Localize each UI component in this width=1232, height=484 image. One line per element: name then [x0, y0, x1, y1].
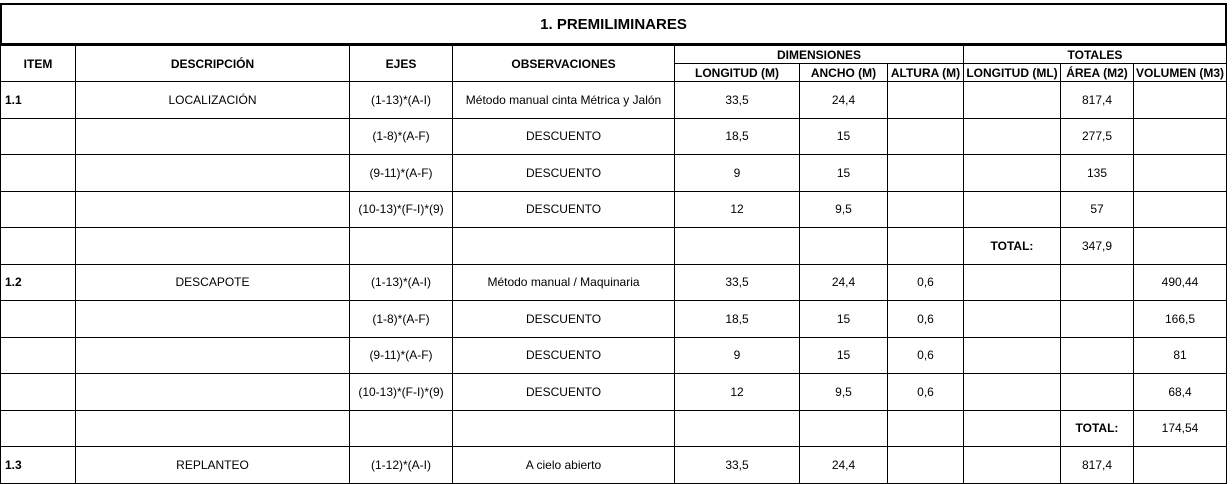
- cell-alt[interactable]: [888, 447, 964, 484]
- cell-desc[interactable]: [76, 191, 350, 228]
- cell-ejes[interactable]: (9-11)*(A-F): [350, 337, 453, 374]
- cell-item[interactable]: 1.2: [1, 264, 76, 301]
- cell-ejes[interactable]: (1-13)*(A-I): [350, 264, 453, 301]
- cell-area[interactable]: [1061, 264, 1134, 301]
- cell-vol[interactable]: 174,54: [1134, 410, 1227, 447]
- cell-lml[interactable]: [964, 410, 1061, 447]
- cell-vol[interactable]: [1134, 118, 1227, 155]
- cell-desc[interactable]: [76, 301, 350, 338]
- cell-ejes[interactable]: (10-13)*(F-I)*(9): [350, 374, 453, 411]
- cell-item[interactable]: [1, 191, 76, 228]
- table-row: [1, 118, 1227, 155]
- cell-alt[interactable]: [888, 155, 964, 192]
- cell-item[interactable]: [1, 374, 76, 411]
- table-row: [1, 374, 1227, 411]
- cell-area[interactable]: 817,4: [1061, 82, 1134, 119]
- cell-ancho[interactable]: 15: [800, 155, 888, 192]
- cell-area[interactable]: [1061, 337, 1134, 374]
- table-row: [1, 337, 1227, 374]
- cell-vol[interactable]: 166,5: [1134, 301, 1227, 338]
- cell-lml[interactable]: [964, 374, 1061, 411]
- cell-ancho[interactable]: 24,4: [800, 264, 888, 301]
- cell-obs[interactable]: DESCUENTO: [453, 301, 675, 338]
- cell-alt[interactable]: [888, 228, 964, 265]
- cell-vol[interactable]: [1134, 191, 1227, 228]
- cell-area[interactable]: 135: [1061, 155, 1134, 192]
- table-row: [1, 410, 1227, 447]
- cell-obs[interactable]: DESCUENTO: [453, 374, 675, 411]
- cell-alt[interactable]: 0,6: [888, 337, 964, 374]
- cell-desc[interactable]: [76, 410, 350, 447]
- cell-area[interactable]: 817,4: [1061, 447, 1134, 484]
- header-descripcion: DESCRIPCIÓN: [76, 46, 350, 82]
- cell-obs[interactable]: Método manual / Maquinaria: [453, 264, 675, 301]
- cell-obs[interactable]: [453, 228, 675, 265]
- cell-alt[interactable]: [888, 191, 964, 228]
- cell-obs[interactable]: Método manual cinta Métrica y Jalón: [453, 82, 675, 119]
- cell-long[interactable]: 9: [675, 337, 800, 374]
- header-totales: TOTALES: [964, 46, 1227, 64]
- cell-desc[interactable]: [76, 337, 350, 374]
- cell-ejes[interactable]: (1-12)*(A-I): [350, 447, 453, 484]
- cell-lml[interactable]: [964, 191, 1061, 228]
- table-row: [1, 155, 1227, 192]
- cell-item[interactable]: [1, 118, 76, 155]
- cell-obs[interactable]: DESCUENTO: [453, 337, 675, 374]
- cell-item[interactable]: [1, 410, 76, 447]
- cell-ancho[interactable]: 15: [800, 301, 888, 338]
- cell-lml[interactable]: [964, 447, 1061, 484]
- table-row: [1, 264, 1227, 301]
- table-row: [1, 228, 1227, 265]
- header-ejes: EJES: [350, 46, 453, 82]
- cell-lml[interactable]: [964, 337, 1061, 374]
- cell-vol[interactable]: [1134, 82, 1227, 119]
- cell-desc[interactable]: LOCALIZACIÓN: [76, 82, 350, 119]
- cell-area[interactable]: 277,5: [1061, 118, 1134, 155]
- cell-vol[interactable]: [1134, 155, 1227, 192]
- cell-area[interactable]: TOTAL:: [1061, 410, 1134, 447]
- cell-ejes[interactable]: (1-8)*(A-F): [350, 301, 453, 338]
- cell-ejes[interactable]: (1-8)*(A-F): [350, 118, 453, 155]
- header-dimensiones: DIMENSIONES: [675, 46, 964, 64]
- cell-ancho[interactable]: 24,4: [800, 82, 888, 119]
- table-row: [1, 191, 1227, 228]
- cell-lml[interactable]: [964, 82, 1061, 119]
- cell-alt[interactable]: 0,6: [888, 301, 964, 338]
- cell-obs[interactable]: A cielo abierto: [453, 447, 675, 484]
- quantities-table: [0, 45, 1227, 484]
- cell-alt[interactable]: [888, 410, 964, 447]
- cell-area[interactable]: [1061, 374, 1134, 411]
- cell-ancho[interactable]: [800, 228, 888, 265]
- cell-long[interactable]: 9: [675, 155, 800, 192]
- cell-alt[interactable]: [888, 82, 964, 119]
- cell-obs[interactable]: DESCUENTO: [453, 155, 675, 192]
- cell-long[interactable]: 18,5: [675, 118, 800, 155]
- cell-ejes[interactable]: (10-13)*(F-I)*(9): [350, 191, 453, 228]
- cell-item[interactable]: [1, 301, 76, 338]
- cell-alt[interactable]: 0,6: [888, 264, 964, 301]
- cell-ejes[interactable]: (9-11)*(A-F): [350, 155, 453, 192]
- cell-ancho[interactable]: 9,5: [800, 374, 888, 411]
- cell-ejes[interactable]: [350, 410, 453, 447]
- cell-lml[interactable]: [964, 301, 1061, 338]
- cell-ancho[interactable]: 15: [800, 337, 888, 374]
- cell-lml[interactable]: [964, 155, 1061, 192]
- header-volumen-m3: VOLUMEN (M3): [1134, 64, 1227, 82]
- cell-long[interactable]: 12: [675, 191, 800, 228]
- cell-item[interactable]: [1, 337, 76, 374]
- cell-obs[interactable]: [453, 410, 675, 447]
- table-row: [1, 447, 1227, 484]
- cell-long[interactable]: 33,5: [675, 447, 800, 484]
- cell-vol[interactable]: [1134, 447, 1227, 484]
- cell-desc[interactable]: [76, 155, 350, 192]
- cell-lml[interactable]: [964, 264, 1061, 301]
- cell-item[interactable]: 1.3: [1, 447, 76, 484]
- cell-desc[interactable]: DESCAPOTE: [76, 264, 350, 301]
- cell-vol[interactable]: 490,44: [1134, 264, 1227, 301]
- cell-area[interactable]: [1061, 301, 1134, 338]
- cell-obs[interactable]: DESCUENTO: [453, 191, 675, 228]
- cell-long[interactable]: 18,5: [675, 301, 800, 338]
- cell-desc[interactable]: REPLANTEO: [76, 447, 350, 484]
- cell-ancho[interactable]: 9,5: [800, 191, 888, 228]
- cell-alt[interactable]: 0,6: [888, 374, 964, 411]
- header-altura-m: ALTURA (M): [888, 64, 964, 82]
- cell-desc[interactable]: [76, 228, 350, 265]
- cell-ancho[interactable]: 24,4: [800, 447, 888, 484]
- cell-alt[interactable]: [888, 118, 964, 155]
- cell-area[interactable]: 347,9: [1061, 228, 1134, 265]
- cell-item[interactable]: 1.1: [1, 82, 76, 119]
- cell-ancho[interactable]: 15: [800, 118, 888, 155]
- cell-lml[interactable]: TOTAL:: [964, 228, 1061, 265]
- header-longitud-ml: LONGITUD (ML): [964, 64, 1061, 82]
- cell-ancho[interactable]: [800, 410, 888, 447]
- cell-ejes[interactable]: (1-13)*(A-I): [350, 82, 453, 119]
- cell-obs[interactable]: DESCUENTO: [453, 118, 675, 155]
- cell-lml[interactable]: [964, 118, 1061, 155]
- header-ancho-m: ANCHO (M): [800, 64, 888, 82]
- cell-desc[interactable]: [76, 118, 350, 155]
- cell-item[interactable]: [1, 155, 76, 192]
- header-longitud-m: LONGITUD (M): [675, 64, 800, 82]
- cell-long[interactable]: 33,5: [675, 264, 800, 301]
- cell-area[interactable]: 57: [1061, 191, 1134, 228]
- header-observaciones: OBSERVACIONES: [453, 46, 675, 82]
- header-area-m2: ÁREA (M2): [1061, 64, 1134, 82]
- cell-desc[interactable]: [76, 374, 350, 411]
- cell-vol[interactable]: [1134, 228, 1227, 265]
- table-row: [1, 82, 1227, 119]
- cell-long[interactable]: [675, 410, 800, 447]
- cell-long[interactable]: 33,5: [675, 82, 800, 119]
- table-row: [1, 301, 1227, 338]
- cell-vol[interactable]: 68,4: [1134, 374, 1227, 411]
- cell-vol[interactable]: 81: [1134, 337, 1227, 374]
- cell-ejes[interactable]: [350, 228, 453, 265]
- cell-long[interactable]: 12: [675, 374, 800, 411]
- cell-long[interactable]: [675, 228, 800, 265]
- header-item: ITEM: [1, 46, 76, 82]
- section-title: 1. PREMILIMINARES: [0, 3, 1227, 45]
- cell-item[interactable]: [1, 228, 76, 265]
